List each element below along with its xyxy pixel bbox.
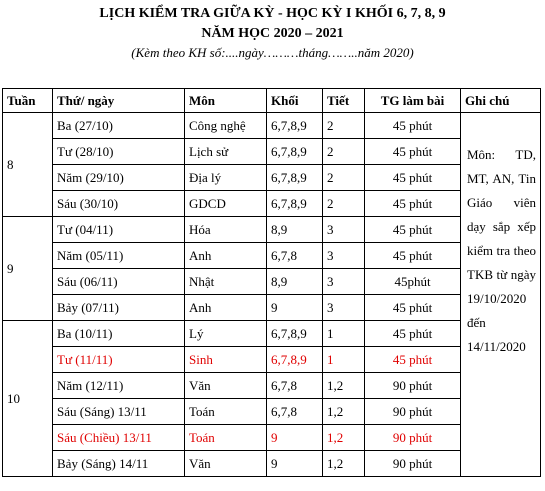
cell-subject: Anh bbox=[185, 295, 267, 321]
cell-subject: Anh bbox=[185, 243, 267, 269]
table-row bbox=[3, 295, 541, 321]
cell-grade: 9 bbox=[267, 451, 323, 477]
table-row bbox=[3, 165, 541, 191]
cell-grade: 6,7,8,9 bbox=[267, 321, 323, 347]
cell-subject: Lịch sử bbox=[185, 139, 267, 165]
cell-subject: Sinh bbox=[185, 347, 267, 373]
table-row bbox=[3, 269, 541, 295]
cell-period: 1 bbox=[323, 347, 365, 373]
header-note: Ghi chú bbox=[461, 89, 541, 113]
cell-day: Ba (27/10) bbox=[53, 113, 185, 139]
cell-time: 90 phút bbox=[365, 425, 461, 451]
cell-grade: 8,9 bbox=[267, 269, 323, 295]
cell-subject: GDCD bbox=[185, 191, 267, 217]
cell-subject: Hóa bbox=[185, 217, 267, 243]
table-row bbox=[3, 321, 541, 347]
schedule-body bbox=[3, 113, 541, 477]
cell-day: Bảy (07/11) bbox=[53, 295, 185, 321]
cell-period: 3 bbox=[323, 295, 365, 321]
cell-day: Năm (05/11) bbox=[53, 243, 185, 269]
cell-day: Năm (29/10) bbox=[53, 165, 185, 191]
table-row bbox=[3, 243, 541, 269]
cell-grade: 6,7,8 bbox=[267, 243, 323, 269]
cell-grade: 6,7,8,9 bbox=[267, 191, 323, 217]
table-row bbox=[3, 347, 541, 373]
cell-subject: Công nghệ bbox=[185, 113, 267, 139]
cell-period: 1 bbox=[323, 321, 365, 347]
cell-grade: 6,7,8,9 bbox=[267, 165, 323, 191]
header-subject: Môn bbox=[185, 89, 267, 113]
cell-time: 45 phút bbox=[365, 295, 461, 321]
table-row bbox=[3, 425, 541, 451]
cell-time: 45 phút bbox=[365, 243, 461, 269]
cell-day: Sáu (30/10) bbox=[53, 191, 185, 217]
cell-period: 1,2 bbox=[323, 425, 365, 451]
cell-period: 3 bbox=[323, 243, 365, 269]
cell-period: 2 bbox=[323, 113, 365, 139]
cell-grade: 9 bbox=[267, 425, 323, 451]
cell-time: 45 phút bbox=[365, 347, 461, 373]
cell-time: 45 phút bbox=[365, 217, 461, 243]
header-day: Thứ/ ngày bbox=[53, 89, 185, 113]
table-row bbox=[3, 217, 541, 243]
cell-subject: Toán bbox=[185, 399, 267, 425]
table-row bbox=[3, 113, 541, 139]
header-week: Tuần bbox=[3, 89, 53, 113]
header-period: Tiết bbox=[323, 89, 365, 113]
document-title: LỊCH KIỂM TRA GIỮA KỲ - HỌC KỲ I KHỐI 6, 7, 8, 9 bbox=[99, 6, 446, 21]
header-time: TG làm bài bbox=[365, 89, 461, 113]
document-subtitle: (Kèm theo KH số:....ngày………tháng……..năm 2020) bbox=[131, 45, 414, 60]
cell-subject: Văn bbox=[185, 373, 267, 399]
cell-time: 90 phút bbox=[365, 373, 461, 399]
table-row bbox=[3, 399, 541, 425]
cell-week: 10 bbox=[3, 321, 53, 477]
cell-day: Bảy (Sáng) 14/11 bbox=[53, 451, 185, 477]
cell-time: 45phút bbox=[365, 269, 461, 295]
cell-subject: Nhật bbox=[185, 269, 267, 295]
cell-time: 90 phút bbox=[365, 451, 461, 477]
cell-period: 2 bbox=[323, 165, 365, 191]
cell-day: Năm (12/11) bbox=[53, 373, 185, 399]
cell-time: 90 phút bbox=[365, 399, 461, 425]
cell-grade: 6,7,8,9 bbox=[267, 113, 323, 139]
table-row bbox=[3, 373, 541, 399]
cell-day: Sáu (Chiều) 13/11 bbox=[53, 425, 185, 451]
cell-subject: Toán bbox=[185, 425, 267, 451]
cell-time: 45 phút bbox=[365, 139, 461, 165]
cell-time: 45 phút bbox=[365, 321, 461, 347]
cell-period: 1,2 bbox=[323, 451, 365, 477]
cell-grade: 8,9 bbox=[267, 217, 323, 243]
cell-week: 9 bbox=[3, 217, 53, 321]
cell-grade: 6,7,8 bbox=[267, 373, 323, 399]
cell-week: 8 bbox=[3, 113, 53, 217]
cell-time: 45 phút bbox=[365, 113, 461, 139]
cell-period: 2 bbox=[323, 139, 365, 165]
cell-period: 1,2 bbox=[323, 373, 365, 399]
cell-time: 45 phút bbox=[365, 165, 461, 191]
table-row bbox=[3, 191, 541, 217]
cell-subject: Văn bbox=[185, 451, 267, 477]
cell-day: Sáu (Sáng) 13/11 bbox=[53, 399, 185, 425]
cell-period: 3 bbox=[323, 269, 365, 295]
cell-grade: 6,7,8 bbox=[267, 399, 323, 425]
cell-grade: 6,7,8,9 bbox=[267, 347, 323, 373]
cell-period: 1,2 bbox=[323, 399, 365, 425]
cell-day: Sáu (06/11) bbox=[53, 269, 185, 295]
school-year: NĂM HỌC 2020 – 2021 bbox=[201, 26, 344, 41]
cell-subject: Lý bbox=[185, 321, 267, 347]
exam-schedule-table bbox=[2, 88, 541, 477]
cell-time: 45 phút bbox=[365, 191, 461, 217]
header-row bbox=[3, 89, 541, 113]
cell-period: 2 bbox=[323, 191, 365, 217]
table-row bbox=[3, 451, 541, 477]
cell-grade: 6,7,8,9 bbox=[267, 139, 323, 165]
header-grade: Khối bbox=[267, 89, 323, 113]
table-row bbox=[3, 139, 541, 165]
cell-day: Ba (10/11) bbox=[53, 321, 185, 347]
cell-day: Tư (28/10) bbox=[53, 139, 185, 165]
cell-day: Tư (04/11) bbox=[53, 217, 185, 243]
cell-grade: 9 bbox=[267, 295, 323, 321]
cell-note: Môn: TD, MT, AN, Tin Giáo viên dạy sắp xếp kiểm tra theo TKB từ ngày 19/10/2020 đến 14/11/2020 bbox=[461, 113, 541, 477]
cell-period: 3 bbox=[323, 217, 365, 243]
cell-day: Tư (11/11) bbox=[53, 347, 185, 373]
cell-subject: Địa lý bbox=[185, 165, 267, 191]
